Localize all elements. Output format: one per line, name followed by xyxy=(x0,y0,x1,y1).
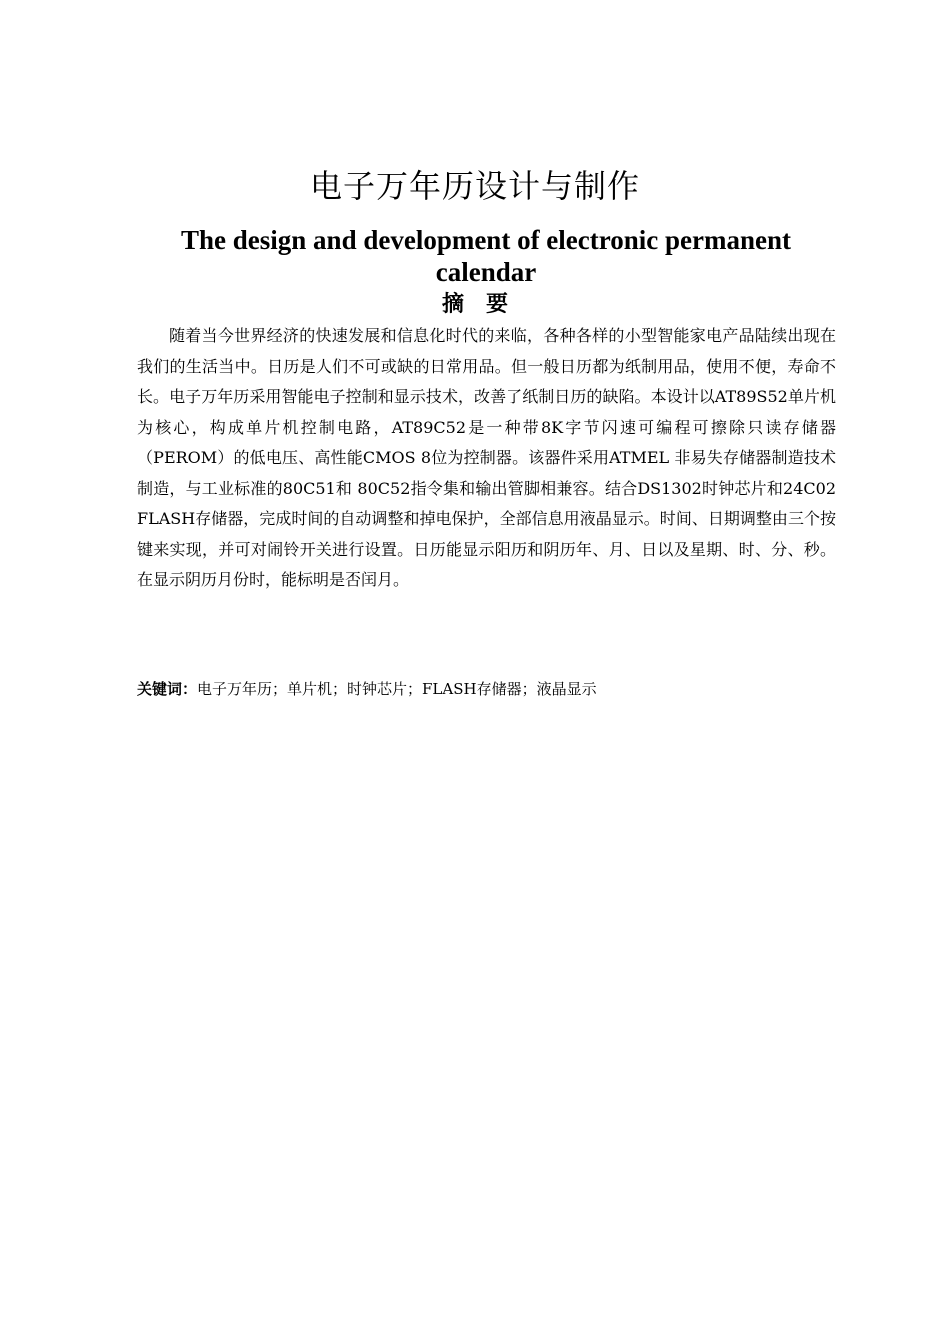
keywords-label: 关键词： xyxy=(137,680,198,698)
abstract-heading: 摘要 xyxy=(441,292,530,317)
abstract-paragraph: 随着当今世界经济的快速发展和信息化时代的来临，各种各样的小型智能家电产品陆续出现在我们的生活当中。日历是人们不可或缺的日常用品。但一般日历都为纸制用品，使用不便，寿命不长。电子万年历采用智能电子控制和显示技术，改善了纸制日历的缺陷。本设计以AT89S52单片机为核心，构成单片机控制电路，AT89C52是一种带8K字节闪速可编程可擦除只读存储器（PEROM）的低电压、高性能CMOS 8位为控制器。该器件采用ATMEL 非易失存储器制造技术制造，与工业标准的80C51和 80C52指令集和输出管脚相兼容。结合DS1302时钟芯片和24C02 FLASH存储器，完成时间的自动调整和掉电保护，全部信息用液晶显示。时间、日期调整由三个按键来实现，并可对闹铃开关进行设置。日历能显示阳历和阴历年、月、日以及星期、时、分、秒。在显示阴历月份时，能标明是否闰月。 xyxy=(137,326,836,589)
document-title-english: The design and development of electronic permanent calendar xyxy=(181,225,791,287)
keywords-value: 电子万年历；单片机；时钟芯片；FLASH存储器；液晶显示 xyxy=(197,680,597,698)
keywords-line xyxy=(137,676,836,702)
document-title-chinese: 电子万年历设计与制作 xyxy=(309,167,640,205)
